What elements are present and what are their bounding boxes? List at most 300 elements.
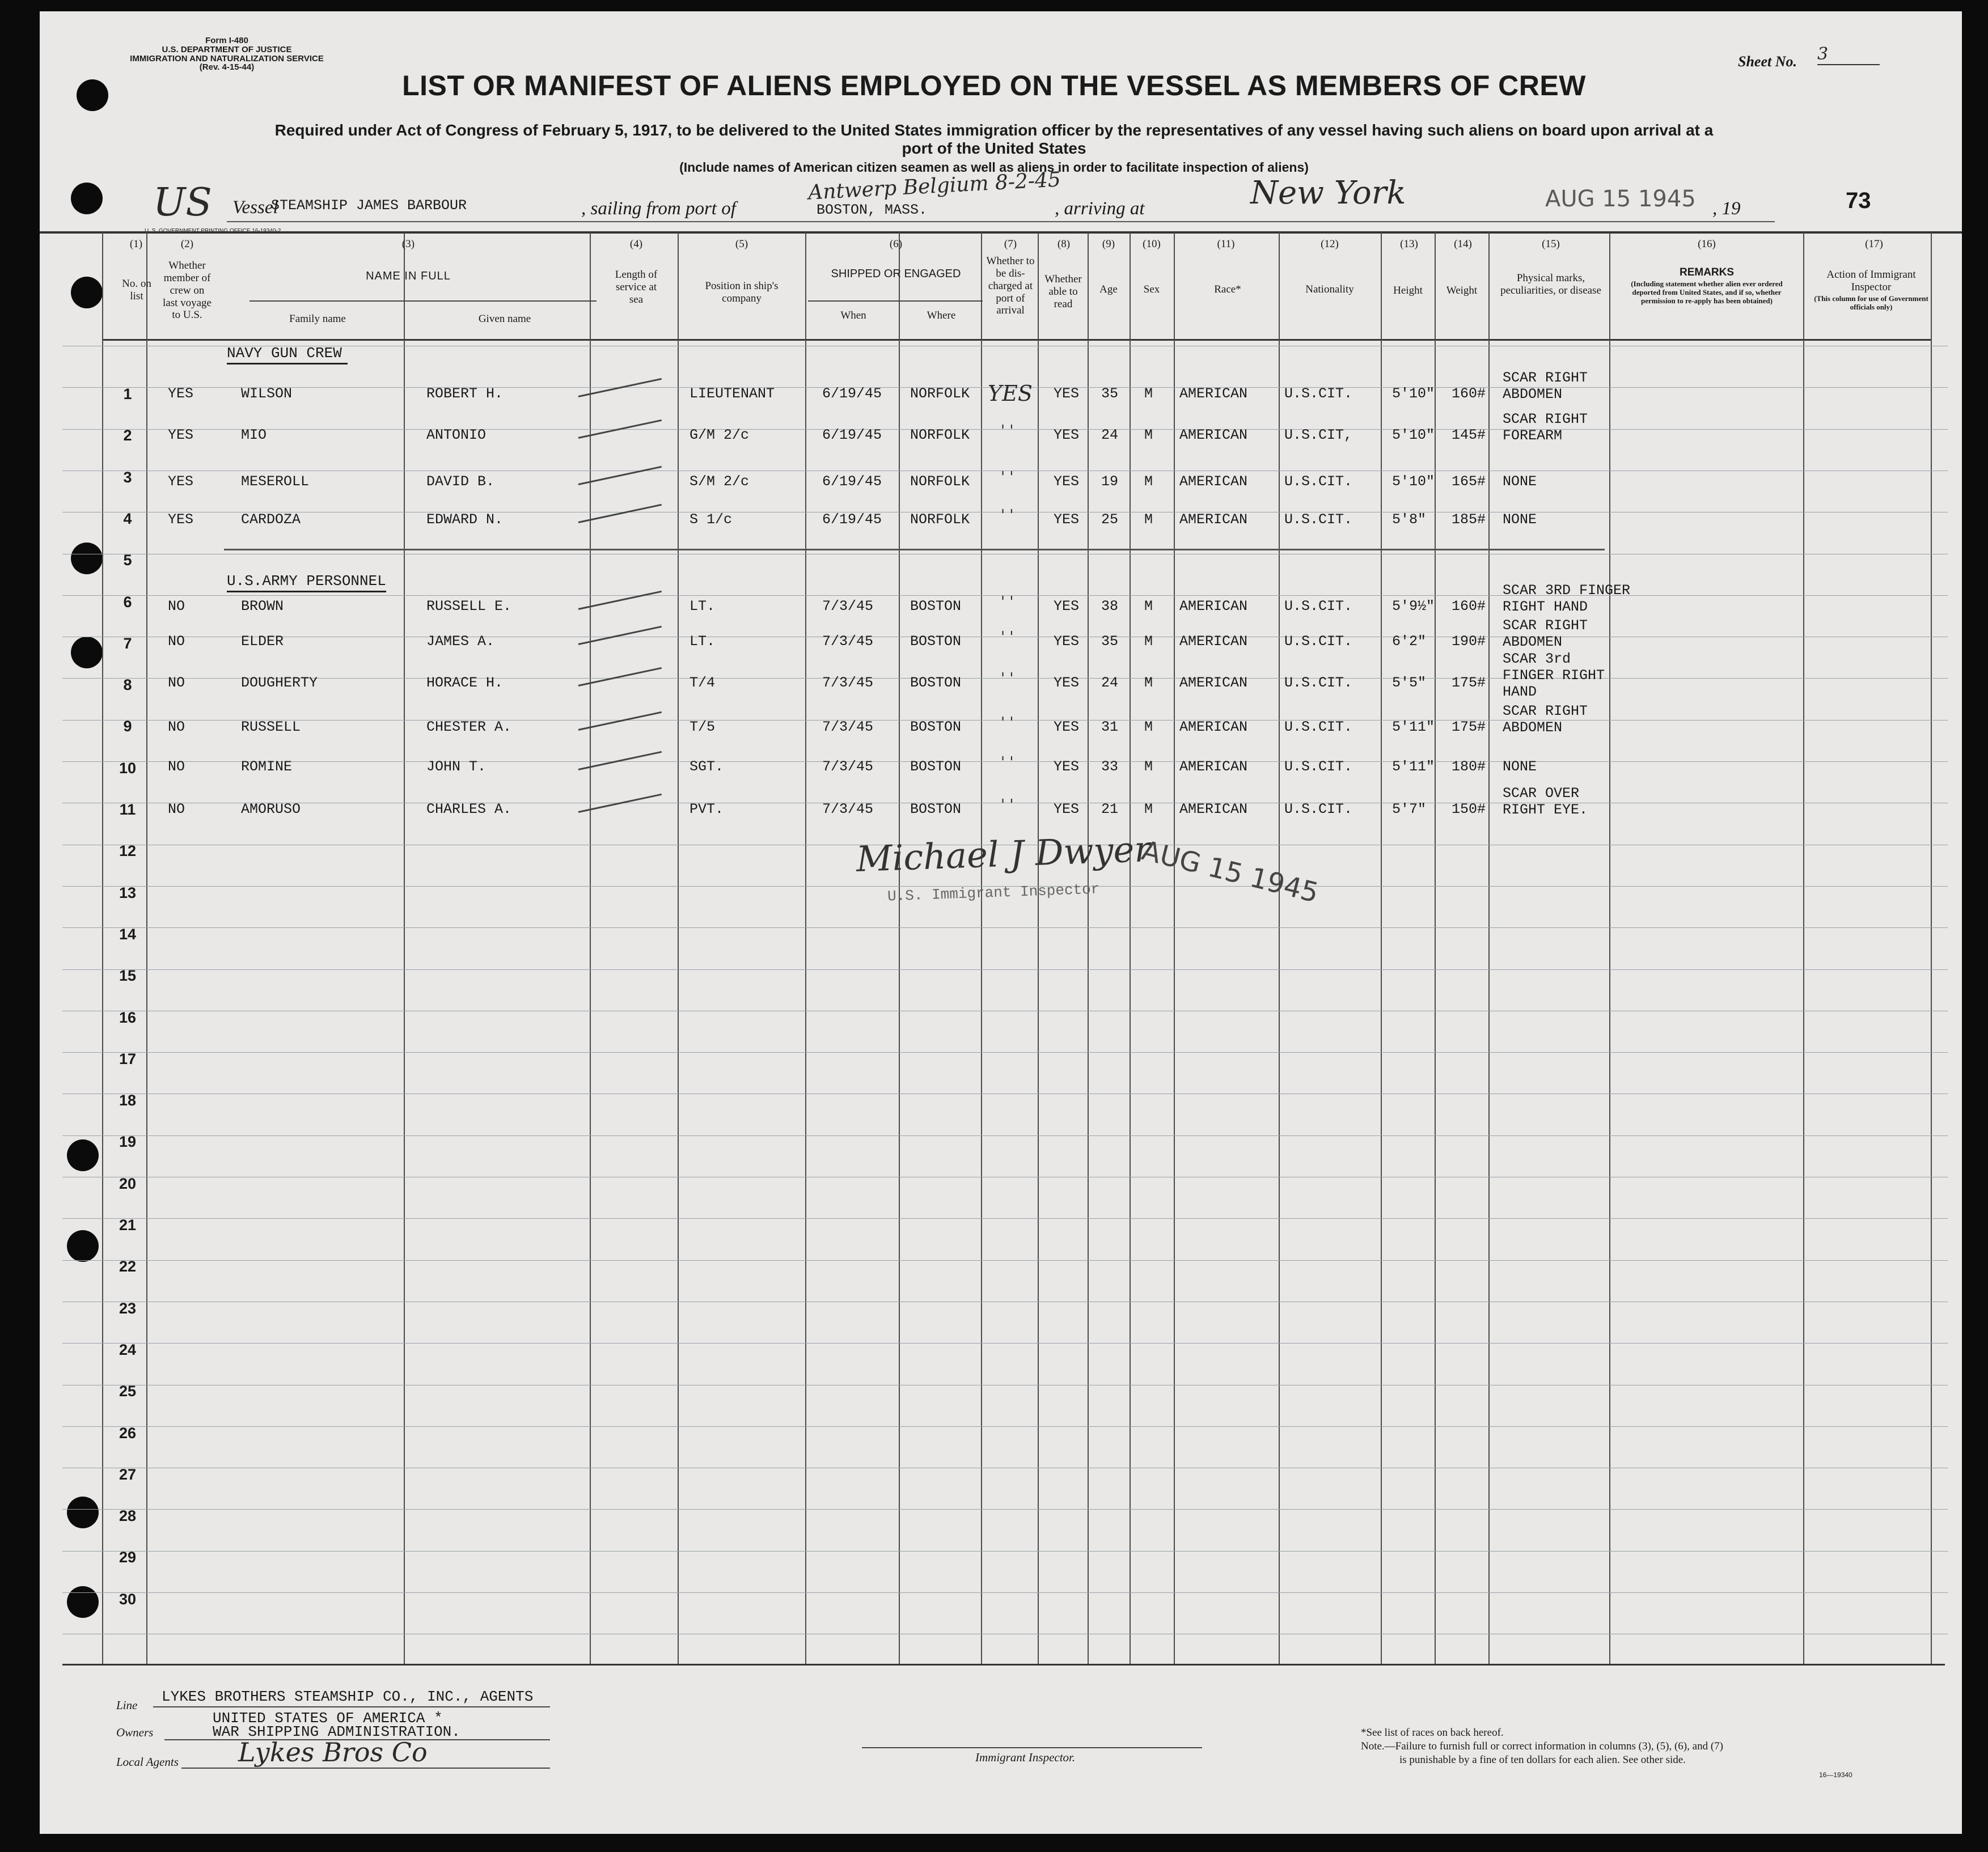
row-number: 28 — [119, 1507, 137, 1525]
cell-crew-status: NO — [168, 598, 185, 614]
subtitle-include: (Include names of American citizen seamen as well as aliens in order to facilitate inspection of aliens) — [679, 160, 1309, 175]
form-number: Form I-480 — [205, 36, 248, 45]
cell-position: T/4 — [690, 675, 716, 691]
cell-age: 33 — [1101, 758, 1119, 775]
cell-shipped-where: BOSTON — [910, 633, 962, 650]
row-number: 12 — [119, 842, 137, 860]
cell-given-name: CHARLES A. — [426, 801, 512, 817]
cell-weight: 150# — [1452, 801, 1486, 817]
cell-shipped-when: 6/19/45 — [822, 427, 882, 443]
col-rule — [1435, 232, 1436, 1664]
section-divider-line — [224, 549, 1605, 550]
row-number: 19 — [119, 1133, 137, 1151]
cell-given-name: JAMES A. — [426, 633, 495, 650]
cell-given-name: EDWARD N. — [426, 511, 504, 528]
cell-discharged: ' ' — [1001, 754, 1014, 771]
page-title: LIST OR MANIFEST OF ALIENS EMPLOYED ON THE VESSEL AS MEMBERS OF CREW — [402, 70, 1586, 101]
cell-crew-status: YES — [168, 473, 194, 490]
col-header-able-to-read: Whether able to read — [1044, 273, 1082, 310]
cell-race: AMERICAN — [1179, 633, 1248, 650]
col-header-age: Age — [1099, 283, 1118, 295]
row-rule — [62, 1592, 1948, 1593]
row-number: 24 — [119, 1341, 137, 1358]
col-rule — [805, 232, 806, 1664]
cell-nationality: U.S.CIT. — [1284, 758, 1353, 775]
arrival-date-stamp: AUG 15 1945 — [1545, 186, 1696, 212]
col-rule — [146, 232, 147, 1664]
cell-physical-marks: SCAR RIGHT ABDOMEN — [1503, 370, 1588, 402]
cell-discharged: ' ' — [1001, 670, 1014, 687]
cell-crew-status: NO — [168, 675, 185, 691]
row-rule — [62, 1343, 1948, 1344]
row-number: 25 — [119, 1383, 137, 1400]
cell-position: G/M 2/c — [690, 427, 750, 443]
cell-sex: M — [1144, 473, 1153, 490]
shipped-subheader-rule — [808, 300, 983, 302]
col-header-shipped-engaged: SHIPPED OR ENGAGED — [831, 268, 961, 280]
col-header-sex: Sex — [1143, 283, 1160, 295]
cell-given-name: HORACE H. — [426, 675, 504, 691]
row-number: 14 — [119, 925, 137, 943]
year-label: , 19 — [1712, 198, 1741, 219]
cell-height: 5'8" — [1392, 511, 1427, 528]
flag-handwritten: US — [153, 180, 212, 225]
row-rule — [62, 1551, 1948, 1552]
col-header-inspector-action: Action of Immigrant Inspector — [1826, 269, 1916, 293]
cell-age: 21 — [1101, 801, 1119, 817]
footer-agents-rule — [181, 1768, 550, 1769]
cell-height: 5'10" — [1392, 427, 1435, 443]
row-number: 22 — [119, 1258, 137, 1275]
footer-note-penalty-1: Note.—Failure to furnish full or correct information in columns (3), (5), (6), and (7) — [1361, 1740, 1723, 1752]
sheet-number: 3 — [1817, 44, 1880, 65]
cell-physical-marks: SCAR RIGHT ABDOMEN — [1503, 703, 1588, 736]
col-rule — [404, 232, 405, 1664]
cell-discharged: ' ' — [1001, 422, 1014, 439]
col-rule — [1803, 232, 1804, 1664]
table-bottom-border — [62, 1664, 1945, 1665]
row-number: 23 — [119, 1299, 137, 1317]
col-num-4: (4) — [629, 238, 643, 250]
cell-nationality: U.S.CIT. — [1284, 633, 1353, 650]
cell-sex: M — [1144, 675, 1153, 691]
footer-agents-label: Local Agents — [116, 1755, 179, 1769]
cell-weight: 175# — [1452, 675, 1486, 691]
cell-nationality: U.S.CIT. — [1284, 473, 1353, 490]
row-number: 7 — [123, 634, 132, 652]
col-num-10: (10) — [1143, 238, 1161, 250]
cell-able-to-read: YES — [1054, 633, 1080, 650]
cell-physical-marks: SCAR 3rd FINGER RIGHT HAND — [1503, 651, 1605, 700]
col-num-13: (13) — [1400, 238, 1418, 250]
col-header-remarks: REMARKS — [1679, 266, 1735, 278]
punch-hole — [67, 1586, 99, 1618]
revision: (Rev. 4-15-44) — [199, 62, 255, 73]
row-rule — [62, 1260, 1948, 1261]
cell-position: T/5 — [690, 719, 716, 735]
row-number: 16 — [119, 1008, 137, 1026]
cell-physical-marks: NONE — [1503, 758, 1537, 775]
subtitle-act: Required under Act of Congress of February 5, 1917, to be delivered to the United States immigration officer by the representatives of any vessel having such aliens on board upon arrival at a — [274, 121, 1714, 139]
section-army-personnel: U.S.ARMY PERSONNEL — [227, 573, 386, 592]
cell-family-name: ROMINE — [241, 758, 293, 775]
row-number: 20 — [119, 1175, 137, 1192]
punch-hole — [71, 277, 103, 308]
col-header-crew-last-voyage: Whether member of crew on last voyage to U.S. — [162, 260, 212, 321]
sailing-port-handwritten: Antwerp Belgium 8-2-45 — [807, 168, 1061, 205]
col-header-given-name: Given name — [478, 313, 531, 325]
subtitle-port: port of the United States — [902, 139, 1086, 157]
cell-height: 6'2" — [1392, 633, 1427, 650]
row-number: 1 — [123, 385, 132, 402]
form-id-block — [119, 36, 335, 72]
inspector-caption: U.S. Immigrant Inspector — [887, 880, 1100, 905]
row-number: 8 — [123, 676, 132, 694]
cell-given-name: RUSSELL E. — [426, 598, 512, 614]
col-header-race: Race* — [1214, 283, 1241, 295]
cell-shipped-where: BOSTON — [910, 675, 962, 691]
row-number: 17 — [119, 1050, 137, 1067]
cell-shipped-when: 6/19/45 — [822, 385, 882, 402]
cell-discharged: ' ' — [1001, 594, 1014, 611]
cell-shipped-when: 6/19/45 — [822, 511, 882, 528]
col-header-weight: Weight — [1446, 285, 1478, 296]
row-number: 6 — [123, 593, 132, 611]
col-rule — [1088, 232, 1089, 1664]
vessel-line-rule — [227, 221, 1775, 222]
punch-hole — [71, 543, 103, 574]
cell-height: 5'10" — [1392, 473, 1435, 490]
col-rule — [678, 232, 679, 1664]
cell-physical-marks: SCAR RIGHT FOREARM — [1503, 411, 1588, 444]
col-header-position: Position in ship's company — [705, 280, 779, 304]
col-num-12: (12) — [1321, 238, 1339, 250]
cell-nationality: U.S.CIT. — [1284, 385, 1353, 402]
row-number: 29 — [119, 1549, 137, 1566]
vessel-name: STEAMSHIP JAMES BARBOUR — [271, 197, 467, 214]
col-header-when: When — [840, 310, 866, 321]
manifest-number: 73 — [1846, 188, 1871, 213]
cell-able-to-read: YES — [1054, 719, 1080, 735]
col-rule — [1279, 232, 1280, 1664]
cell-height: 5'9½" — [1392, 598, 1435, 614]
cell-given-name: ANTONIO — [426, 427, 487, 443]
cell-shipped-where: BOSTON — [910, 598, 962, 614]
footer-inspector-rule — [862, 1747, 1202, 1748]
cell-able-to-read: YES — [1054, 598, 1080, 614]
col-num-9: (9) — [1102, 238, 1115, 250]
cell-position: LT. — [690, 598, 716, 614]
cell-shipped-where: NORFOLK — [910, 385, 970, 402]
cell-age: 24 — [1101, 675, 1119, 691]
cell-age: 31 — [1101, 719, 1119, 735]
col-rule — [1609, 232, 1610, 1664]
row-number: 3 — [123, 468, 132, 486]
col-num-6: (6) — [889, 238, 903, 250]
cell-shipped-when: 6/19/45 — [822, 473, 882, 490]
col-rule — [1038, 232, 1039, 1664]
footer-agents-signature: Lykes Bros Co — [238, 1737, 428, 1768]
cell-physical-marks: NONE — [1503, 511, 1537, 528]
footer-owners-value-1: UNITED STATES OF AMERICA * — [213, 1710, 443, 1727]
cell-position: LT. — [690, 633, 716, 650]
arriving-port-handwritten: New York — [1250, 175, 1406, 211]
cell-able-to-read: YES — [1054, 427, 1080, 443]
cell-shipped-when: 7/3/45 — [822, 675, 874, 691]
table-header-bottom — [102, 339, 1931, 341]
row-number: 4 — [123, 510, 132, 527]
cell-crew-status: NO — [168, 758, 185, 775]
cell-able-to-read: YES — [1054, 758, 1080, 775]
cell-given-name: CHESTER A. — [426, 719, 512, 735]
cell-nationality: U.S.CIT. — [1284, 598, 1353, 614]
cell-age: 35 — [1101, 385, 1119, 402]
cell-height: 5'11" — [1392, 758, 1435, 775]
cell-family-name: MESEROLL — [241, 473, 310, 490]
col-num-7: (7) — [1004, 238, 1017, 250]
row-rule — [62, 1218, 1948, 1219]
cell-race: AMERICAN — [1179, 719, 1248, 735]
col-rule — [1488, 232, 1490, 1664]
cell-able-to-read: YES — [1054, 801, 1080, 817]
cell-crew-status: NO — [168, 633, 185, 650]
cell-nationality: U.S.CIT. — [1284, 719, 1353, 735]
cell-family-name: MIO — [241, 427, 267, 443]
cell-sex: M — [1144, 427, 1153, 443]
cell-discharged: ' ' — [1001, 796, 1014, 813]
cell-discharged: ' ' — [1001, 629, 1014, 646]
col-header-list-no: No. on list — [122, 278, 151, 302]
footer-line-value: LYKES BROTHERS STEAMSHIP CO., INC., AGENTS — [162, 1688, 534, 1705]
footer-line-label: Line — [116, 1698, 138, 1712]
cell-race: AMERICAN — [1179, 758, 1248, 775]
cell-position: PVT. — [690, 801, 724, 817]
cell-family-name: BROWN — [241, 598, 284, 614]
col-header-where: Where — [927, 310, 956, 321]
cell-sex: M — [1144, 719, 1153, 735]
cell-discharged: ' ' — [1001, 714, 1014, 731]
cell-nationality: U.S.CIT. — [1284, 675, 1353, 691]
cell-weight: 160# — [1452, 385, 1486, 402]
col-rule — [1931, 232, 1932, 1664]
col-rule — [981, 232, 982, 1664]
cell-position: S/M 2/c — [690, 473, 750, 490]
printing-office-note: U. S. GOVERNMENT PRINTING OFFICE 16-19340-2 — [145, 228, 281, 234]
col-num-1: (1) — [129, 238, 143, 250]
cell-weight: 185# — [1452, 511, 1486, 528]
punch-hole — [67, 1497, 99, 1528]
cell-sex: M — [1144, 633, 1153, 650]
row-number: 11 — [119, 801, 136, 818]
row-number: 26 — [119, 1424, 137, 1442]
cell-physical-marks: SCAR 3RD FINGER RIGHT HAND — [1503, 582, 1631, 615]
cell-race: AMERICAN — [1179, 385, 1248, 402]
punch-hole — [67, 1139, 99, 1171]
cell-race: AMERICAN — [1179, 511, 1248, 528]
col-rule — [1130, 232, 1131, 1664]
col-header-height: Height — [1393, 285, 1423, 296]
row-number: 30 — [119, 1590, 137, 1608]
cell-crew-status: YES — [168, 511, 194, 528]
department: U.S. DEPARTMENT OF JUSTICE — [162, 44, 292, 54]
cell-able-to-read: YES — [1054, 385, 1080, 402]
cell-shipped-where: BOSTON — [910, 758, 962, 775]
cell-sex: M — [1144, 801, 1153, 817]
footer-note-races: *See list of races on back hereof. — [1361, 1727, 1504, 1739]
cell-weight: 145# — [1452, 427, 1486, 443]
col-num-15: (15) — [1542, 238, 1560, 250]
cell-weight: 190# — [1452, 633, 1486, 650]
col-rule — [899, 232, 900, 1664]
cell-discharged: ' ' — [1001, 469, 1014, 486]
row-rule — [62, 1426, 1948, 1427]
col-num-8: (8) — [1057, 238, 1071, 250]
col-header-discharged: Whether to be dis-charged at port of arrival — [986, 255, 1035, 317]
cell-nationality: U.S.CIT, — [1284, 427, 1353, 443]
cell-race: AMERICAN — [1179, 427, 1248, 443]
vessel-label: Vessel — [232, 197, 278, 218]
col-header-physical-marks: Physical marks, peculiarities, or disease — [1500, 272, 1601, 296]
row-number: 27 — [119, 1465, 137, 1483]
col-num-5: (5) — [735, 238, 748, 250]
cell-shipped-when: 7/3/45 — [822, 633, 874, 650]
cell-shipped-when: 7/3/45 — [822, 801, 874, 817]
row-number: 10 — [119, 759, 137, 777]
cell-age: 19 — [1101, 473, 1119, 490]
cell-sex: M — [1144, 758, 1153, 775]
cell-crew-status: NO — [168, 719, 185, 735]
col-rule — [1174, 232, 1175, 1664]
cell-shipped-where: NORFOLK — [910, 473, 970, 490]
cell-shipped-when: 7/3/45 — [822, 758, 874, 775]
cell-discharged: ' ' — [1001, 507, 1014, 524]
row-number: 9 — [123, 718, 132, 735]
cell-family-name: WILSON — [241, 385, 293, 402]
cell-physical-marks: SCAR OVER RIGHT EYE. — [1503, 785, 1588, 818]
cell-weight: 180# — [1452, 758, 1486, 775]
footer-inspector-label: Immigrant Inspector. — [975, 1751, 1076, 1764]
cell-family-name: RUSSELL — [241, 719, 301, 735]
col-num-3: (3) — [401, 238, 415, 250]
cell-shipped-where: NORFOLK — [910, 511, 970, 528]
cell-able-to-read: YES — [1054, 511, 1080, 528]
cell-race: AMERICAN — [1179, 801, 1248, 817]
cell-family-name: ELDER — [241, 633, 284, 650]
arriving-label: , arriving at — [1055, 198, 1145, 219]
col-num-14: (14) — [1454, 238, 1472, 250]
cell-crew-status: NO — [168, 801, 185, 817]
cell-shipped-when: 7/3/45 — [822, 719, 874, 735]
cell-race: AMERICAN — [1179, 598, 1248, 614]
cell-sex: M — [1144, 385, 1153, 402]
cell-age: 25 — [1101, 511, 1119, 528]
col-header-nationality: Nationality — [1305, 283, 1354, 295]
col-num-17: (17) — [1865, 238, 1883, 250]
punch-hole — [71, 183, 103, 214]
sailing-port: BOSTON, MASS. — [817, 202, 928, 218]
col-rule — [102, 232, 103, 1664]
col-header-family-name: Family name — [289, 313, 346, 325]
cell-height: 5'5" — [1392, 675, 1427, 691]
col-num-11: (11) — [1217, 238, 1235, 250]
row-number: 13 — [119, 884, 137, 901]
cell-family-name: AMORUSO — [241, 801, 301, 817]
col-num-2: (2) — [180, 238, 194, 250]
section-navy-gun-crew: NAVY GUN CREW — [227, 345, 348, 365]
cell-physical-marks: SCAR RIGHT ABDOMEN — [1503, 617, 1588, 650]
col-header-name-in-full: NAME IN FULL — [366, 270, 451, 282]
cell-nationality: U.S.CIT. — [1284, 511, 1353, 528]
inspector-signature: Michael J Dwyer — [855, 828, 1152, 880]
cell-given-name: ROBERT H. — [426, 385, 504, 402]
footer-note-penalty-2: is punishable by a fine of ten dollars for each alien. See other side. — [1399, 1754, 1686, 1766]
cell-age: 24 — [1101, 427, 1119, 443]
row-rule — [62, 1052, 1948, 1053]
cell-given-name: DAVID B. — [426, 473, 495, 490]
cell-shipped-where: BOSTON — [910, 801, 962, 817]
cell-physical-marks: NONE — [1503, 473, 1537, 490]
cell-position: SGT. — [690, 758, 724, 775]
cell-given-name: JOHN T. — [426, 758, 487, 775]
cell-shipped-where: NORFOLK — [910, 427, 970, 443]
cell-weight: 175# — [1452, 719, 1486, 735]
cell-family-name: DOUGHERTY — [241, 675, 318, 691]
cell-able-to-read: YES — [1054, 473, 1080, 490]
row-number: 2 — [123, 427, 132, 444]
row-number: 18 — [119, 1092, 137, 1109]
col-header-length-service: Length of service at sea — [615, 269, 658, 306]
row-rule — [62, 927, 1948, 928]
col-rule — [590, 232, 591, 1664]
cell-height: 5'7" — [1392, 801, 1427, 817]
inspector-date-stamp: AUG 15 1945 — [1138, 834, 1322, 909]
cell-able-to-read: YES — [1054, 675, 1080, 691]
cell-height: 5'11" — [1392, 719, 1435, 735]
col-rule — [1381, 232, 1382, 1664]
row-rule — [62, 969, 1948, 970]
row-number: 15 — [119, 967, 137, 985]
cell-sex: M — [1144, 598, 1153, 614]
name-subheader-rule — [249, 300, 597, 302]
footer-owners-value-2: WAR SHIPPING ADMINISTRATION. — [213, 1723, 460, 1740]
cell-position: S 1/c — [690, 511, 733, 528]
sailing-label: , sailing from port of — [581, 198, 736, 219]
cell-crew-status: YES — [168, 385, 194, 402]
punch-hole — [67, 1230, 99, 1262]
cell-race: AMERICAN — [1179, 675, 1248, 691]
cell-crew-status: YES — [168, 427, 194, 443]
table-top-border — [40, 231, 1962, 234]
cell-discharged: YES — [988, 381, 1033, 406]
cell-weight: 160# — [1452, 598, 1486, 614]
sheet-label: Sheet No. — [1738, 53, 1797, 70]
col-header-inspector-note: (This column for use of Government officials only) — [1814, 294, 1928, 311]
cell-shipped-where: BOSTON — [910, 719, 962, 735]
cell-height: 5'10" — [1392, 385, 1435, 402]
cell-position: LIEUTENANT — [690, 385, 775, 402]
col-header-remarks-note: (Including statement whether alien ever ordered deported from United States, and if so, whether permission to re-apply has been obtained) — [1631, 279, 1783, 305]
service: IMMIGRATION AND NATURALIZATION SERVICE — [130, 53, 324, 63]
footer-line-rule — [153, 1706, 550, 1707]
cell-race: AMERICAN — [1179, 473, 1248, 490]
cell-age: 38 — [1101, 598, 1119, 614]
cell-age: 35 — [1101, 633, 1119, 650]
punch-hole — [71, 637, 103, 668]
footer-form-code: 16—19340 — [1819, 1771, 1852, 1779]
cell-shipped-when: 7/3/45 — [822, 598, 874, 614]
cell-nationality: U.S.CIT. — [1284, 801, 1353, 817]
row-number: 5 — [123, 552, 132, 569]
